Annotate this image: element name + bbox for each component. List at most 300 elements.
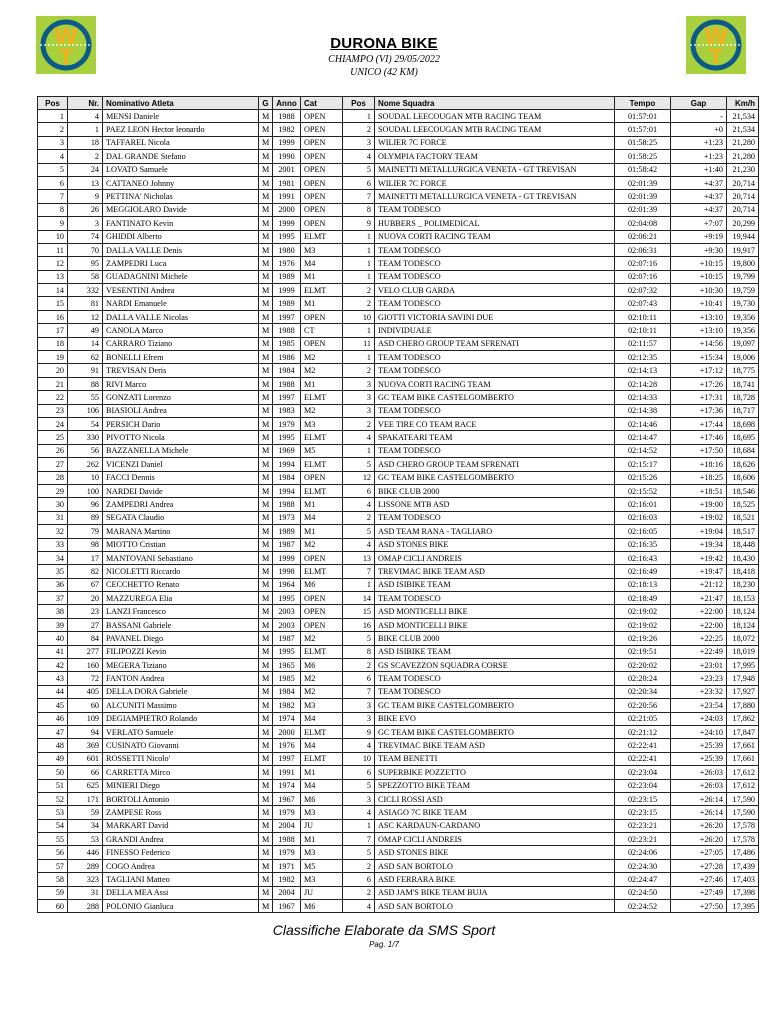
cell-gender: M <box>259 578 273 591</box>
cell-time: 02:15:52 <box>615 484 671 497</box>
cell-time: 02:16:03 <box>615 511 671 524</box>
cell-pos: 22 <box>38 391 68 404</box>
cell-speed: 18,626 <box>727 458 759 471</box>
cell-category-pos: 3 <box>343 792 375 805</box>
table-row <box>38 699 759 712</box>
cell-bib-number: 625 <box>68 779 103 792</box>
cell-gender: M <box>259 136 273 149</box>
cell-time: 02:18:49 <box>615 592 671 605</box>
cell-time: 02:20:02 <box>615 659 671 672</box>
cell-team-name: ASD FERRARA BIKE <box>375 873 615 886</box>
cell-category: OPEN <box>301 618 343 631</box>
cell-pos: 53 <box>38 806 68 819</box>
cell-bib-number: 601 <box>68 752 103 765</box>
table-row <box>38 364 759 377</box>
cell-gender: M <box>259 458 273 471</box>
cell-athlete-name: CATTANEO Johnny <box>103 176 259 189</box>
cell-category: OPEN <box>301 163 343 176</box>
cell-team-name: TEAM TODESCO <box>375 592 615 605</box>
cell-gap: +19:47 <box>671 565 727 578</box>
cell-category-pos: 10 <box>343 310 375 323</box>
cell-category: M3 <box>301 846 343 859</box>
cell-category-pos: 1 <box>343 243 375 256</box>
cell-speed: 19,356 <box>727 310 759 323</box>
cell-category-pos: 6 <box>343 766 375 779</box>
cell-team-name: ASD SAN BORTOLO <box>375 900 615 913</box>
cell-gap: +27:46 <box>671 873 727 886</box>
cell-gender: M <box>259 859 273 872</box>
cell-gap: +23:01 <box>671 659 727 672</box>
cell-birth-year: 1976 <box>273 739 301 752</box>
cell-gender: M <box>259 833 273 846</box>
cell-athlete-name: DAL GRANDE Stefano <box>103 150 259 163</box>
cell-bib-number: 56 <box>68 444 103 457</box>
cell-pos: 24 <box>38 417 68 430</box>
cell-gender: M <box>259 766 273 779</box>
table-row <box>38 806 759 819</box>
cell-speed: 21,230 <box>727 163 759 176</box>
cell-gap: +1:40 <box>671 163 727 176</box>
cell-birth-year: 1990 <box>273 150 301 163</box>
cell-category: ELMT <box>301 645 343 658</box>
cell-team-name: ASC KARDAUN-CARDANO <box>375 819 615 832</box>
cell-athlete-name: TREVISAN Deris <box>103 364 259 377</box>
cell-time: 02:07:16 <box>615 270 671 283</box>
cell-bib-number: 160 <box>68 659 103 672</box>
cell-team-name: LISSONE MTB ASD <box>375 498 615 511</box>
cell-time: 02:23:15 <box>615 792 671 805</box>
cell-speed: 17,661 <box>727 752 759 765</box>
cell-time: 02:18:13 <box>615 578 671 591</box>
cell-athlete-name: DALLA VALLE Nicolas <box>103 310 259 323</box>
table-row <box>38 846 759 859</box>
cell-team-name: INDIVIDUALE <box>375 324 615 337</box>
table-row <box>38 310 759 323</box>
cell-bib-number: 171 <box>68 792 103 805</box>
table-row <box>38 766 759 779</box>
cell-athlete-name: FINESSO Federico <box>103 846 259 859</box>
cell-athlete-name: GUADAGNINI Michele <box>103 270 259 283</box>
cell-category-pos: 8 <box>343 645 375 658</box>
table-row <box>38 511 759 524</box>
cell-bib-number: 9 <box>68 190 103 203</box>
cell-birth-year: 1997 <box>273 752 301 765</box>
cell-bib-number: 60 <box>68 699 103 712</box>
cell-gap: +22:25 <box>671 632 727 645</box>
table-row <box>38 632 759 645</box>
cell-speed: 17,486 <box>727 846 759 859</box>
cell-category-pos: 6 <box>343 672 375 685</box>
cell-time: 02:16:35 <box>615 538 671 551</box>
cell-gender: M <box>259 672 273 685</box>
cell-birth-year: 1988 <box>273 377 301 390</box>
cell-time: 01:58:42 <box>615 163 671 176</box>
col-header-speed: Km/h <box>727 97 759 110</box>
cell-pos: 21 <box>38 377 68 390</box>
col-header-gap: Gap <box>671 97 727 110</box>
table-row <box>38 819 759 832</box>
cell-gender: M <box>259 538 273 551</box>
cell-category: M4 <box>301 779 343 792</box>
cell-category: M3 <box>301 873 343 886</box>
cell-athlete-name: POLONIO Gianluca <box>103 900 259 913</box>
cell-gender: M <box>259 417 273 430</box>
cell-gap: +26:03 <box>671 766 727 779</box>
cell-gender: M <box>259 618 273 631</box>
cell-category: ELMT <box>301 458 343 471</box>
cell-athlete-name: CANOLA Marco <box>103 324 259 337</box>
cell-speed: 17,661 <box>727 739 759 752</box>
cell-gap: +10:15 <box>671 270 727 283</box>
svg-text:W: W <box>53 25 79 50</box>
cell-team-name: ASD TEAM RANA - TAGLIARO <box>375 525 615 538</box>
cell-team-name: TEAM TODESCO <box>375 270 615 283</box>
cell-team-name: TREVIMAC BIKE TEAM ASD <box>375 739 615 752</box>
cell-time: 02:16:01 <box>615 498 671 511</box>
cell-gap: +26:03 <box>671 779 727 792</box>
cell-pos: 3 <box>38 136 68 149</box>
cell-category-pos: 10 <box>343 752 375 765</box>
cell-speed: 17,927 <box>727 685 759 698</box>
cell-time: 02:19:02 <box>615 605 671 618</box>
footer-credit: Classifiche Elaborate da SMS Sport <box>272 922 496 938</box>
cell-gap: +22:49 <box>671 645 727 658</box>
cell-category: M5 <box>301 444 343 457</box>
cell-athlete-name: MANTOVANI Sebastiano <box>103 551 259 564</box>
table-row <box>38 270 759 283</box>
cell-birth-year: 2000 <box>273 203 301 216</box>
cell-category-pos: 4 <box>343 538 375 551</box>
cell-bib-number: 106 <box>68 404 103 417</box>
cell-team-name: SUPERBIKE POZZETTO <box>375 766 615 779</box>
cell-gender: M <box>259 364 273 377</box>
cell-gender: M <box>259 431 273 444</box>
cell-bib-number: 53 <box>68 833 103 846</box>
cell-speed: 18,728 <box>727 391 759 404</box>
cell-speed: 19,917 <box>727 243 759 256</box>
cell-category-pos: 5 <box>343 525 375 538</box>
table-row <box>38 578 759 591</box>
cell-bib-number: 74 <box>68 230 103 243</box>
table-row <box>38 685 759 698</box>
cell-athlete-name: BASSANI Gabriele <box>103 618 259 631</box>
cell-athlete-name: CECCHETTO Renato <box>103 578 259 591</box>
cell-gender: M <box>259 110 273 123</box>
cell-bib-number: 17 <box>68 551 103 564</box>
cell-gender: M <box>259 752 273 765</box>
cell-bib-number: 96 <box>68 498 103 511</box>
cell-category-pos: 2 <box>343 886 375 899</box>
cell-pos: 50 <box>38 766 68 779</box>
cell-speed: 18,546 <box>727 484 759 497</box>
cell-category-pos: 1 <box>343 257 375 270</box>
cell-gap: +24:03 <box>671 712 727 725</box>
cell-pos: 42 <box>38 659 68 672</box>
cell-birth-year: 1991 <box>273 190 301 203</box>
table-row <box>38 230 759 243</box>
table-row <box>38 471 759 484</box>
cell-athlete-name: PETTINA' Nicholas <box>103 190 259 203</box>
cell-time: 02:19:51 <box>615 645 671 658</box>
cell-gender: M <box>259 659 273 672</box>
cell-gender: M <box>259 712 273 725</box>
table-row <box>38 672 759 685</box>
cell-time: 02:22:41 <box>615 752 671 765</box>
cell-category-pos: 2 <box>343 284 375 297</box>
cell-team-name: BIKE CLUB 2000 <box>375 484 615 497</box>
cell-team-name: TEAM TODESCO <box>375 257 615 270</box>
cell-athlete-name: FANTINATO Kevin <box>103 217 259 230</box>
cell-bib-number: 84 <box>68 632 103 645</box>
cell-pos: 36 <box>38 578 68 591</box>
col-header-pos: Pos <box>38 97 68 110</box>
cell-birth-year: 1976 <box>273 257 301 270</box>
cell-category-pos: 3 <box>343 391 375 404</box>
cell-gap: +7:07 <box>671 217 727 230</box>
cell-athlete-name: RIVI Marco <box>103 377 259 390</box>
cell-team-name: ASD CHERO GROUP TEAM SFRENATI <box>375 458 615 471</box>
cell-team-name: ASIAGO 7C BIKE TEAM <box>375 806 615 819</box>
table-row <box>38 725 759 738</box>
cell-bib-number: 369 <box>68 739 103 752</box>
cell-time: 02:23:04 <box>615 779 671 792</box>
cell-team-name: MAINETTI METALLURGICA VENETA - GT TREVISAN <box>375 190 615 203</box>
cell-gender: M <box>259 873 273 886</box>
cell-time: 02:20:56 <box>615 699 671 712</box>
cell-gender: M <box>259 525 273 538</box>
cell-birth-year: 1964 <box>273 578 301 591</box>
cell-bib-number: 109 <box>68 712 103 725</box>
cell-athlete-name: GONZATI Lorenzo <box>103 391 259 404</box>
cell-speed: 18,430 <box>727 551 759 564</box>
cell-bib-number: 66 <box>68 766 103 779</box>
cell-category-pos: 5 <box>343 846 375 859</box>
cell-time: 02:01:39 <box>615 190 671 203</box>
cell-bib-number: 26 <box>68 203 103 216</box>
table-row <box>38 136 759 149</box>
cell-speed: 17,590 <box>727 792 759 805</box>
cell-bib-number: 95 <box>68 257 103 270</box>
cell-speed: 18,741 <box>727 377 759 390</box>
col-header-team: Nome Squadra <box>375 97 615 110</box>
cell-gap: +24:10 <box>671 725 727 738</box>
svg-text:T: T <box>59 45 73 69</box>
cell-speed: 17,395 <box>727 900 759 913</box>
cell-category-pos: 7 <box>343 190 375 203</box>
cell-category-pos: 1 <box>343 270 375 283</box>
cell-speed: 17,590 <box>727 806 759 819</box>
cell-team-name: SPEZZOTTO BIKE TEAM <box>375 779 615 792</box>
cell-category-pos: 3 <box>343 712 375 725</box>
cell-speed: 18,153 <box>727 592 759 605</box>
cell-category-pos: 4 <box>343 431 375 444</box>
cell-gender: M <box>259 217 273 230</box>
cell-birth-year: 1984 <box>273 685 301 698</box>
cell-category: OPEN <box>301 136 343 149</box>
cell-time: 02:10:11 <box>615 310 671 323</box>
cell-category-pos: 6 <box>343 484 375 497</box>
cell-gap: +26:14 <box>671 792 727 805</box>
cell-athlete-name: GRANDI Andrea <box>103 833 259 846</box>
cell-gap: +22:00 <box>671 605 727 618</box>
cell-team-name: ASD STONES BIKE <box>375 538 615 551</box>
cell-gender: M <box>259 190 273 203</box>
cell-birth-year: 2004 <box>273 886 301 899</box>
cell-category-pos: 16 <box>343 618 375 631</box>
cell-gap: +26:14 <box>671 806 727 819</box>
cell-category-pos: 13 <box>343 551 375 564</box>
cell-gender: M <box>259 203 273 216</box>
cell-team-name: VELO CLUB GARDA <box>375 284 615 297</box>
cell-category-pos: 6 <box>343 873 375 886</box>
cell-time: 02:14:47 <box>615 431 671 444</box>
cell-gap: +27:50 <box>671 900 727 913</box>
cell-category-pos: 4 <box>343 806 375 819</box>
cell-category: OPEN <box>301 190 343 203</box>
col-header-athlete: Nominativo Atleta <box>103 97 259 110</box>
cell-birth-year: 1974 <box>273 712 301 725</box>
table-row <box>38 203 759 216</box>
cell-athlete-name: CARRARO Tiziano <box>103 337 259 350</box>
cell-time: 02:04:08 <box>615 217 671 230</box>
cell-pos: 54 <box>38 819 68 832</box>
cell-bib-number: 3 <box>68 217 103 230</box>
event-title: DURONA BIKE <box>330 35 438 52</box>
cell-bib-number: 323 <box>68 873 103 886</box>
cell-bib-number: 55 <box>68 391 103 404</box>
cell-gap: +22:00 <box>671 618 727 631</box>
cell-time: 02:14:28 <box>615 377 671 390</box>
cell-birth-year: 1999 <box>273 217 301 230</box>
cell-category: M3 <box>301 417 343 430</box>
cell-time: 02:14:52 <box>615 444 671 457</box>
cell-pos: 60 <box>38 900 68 913</box>
cell-category-pos: 1 <box>343 230 375 243</box>
cell-bib-number: 20 <box>68 592 103 605</box>
cell-birth-year: 1998 <box>273 565 301 578</box>
cell-time: 02:14:38 <box>615 404 671 417</box>
cell-category: M1 <box>301 297 343 310</box>
cell-time: 02:21:05 <box>615 712 671 725</box>
cell-category-pos: 4 <box>343 498 375 511</box>
cell-gap: +19:04 <box>671 525 727 538</box>
cell-speed: 18,124 <box>727 605 759 618</box>
cell-gap: +18:25 <box>671 471 727 484</box>
cell-athlete-name: MARANA Martino <box>103 525 259 538</box>
cell-category: CT <box>301 324 343 337</box>
cell-gap: +17:31 <box>671 391 727 404</box>
cell-gap: +21:47 <box>671 592 727 605</box>
cell-category: M1 <box>301 377 343 390</box>
cell-category: ELMT <box>301 284 343 297</box>
cell-gender: M <box>259 444 273 457</box>
cell-pos: 41 <box>38 645 68 658</box>
cell-athlete-name: ALCUNITI Massimo <box>103 699 259 712</box>
cell-bib-number: 88 <box>68 377 103 390</box>
header-row <box>38 97 759 110</box>
cell-gap: +0 <box>671 123 727 136</box>
cell-gender: M <box>259 176 273 189</box>
table-row <box>38 217 759 230</box>
cell-category: M2 <box>301 685 343 698</box>
cell-gap: +19:42 <box>671 551 727 564</box>
cell-speed: 18,525 <box>727 498 759 511</box>
cell-category: M2 <box>301 351 343 364</box>
cell-category: JU <box>301 819 343 832</box>
cell-speed: 21,280 <box>727 136 759 149</box>
cell-athlete-name: TAFFAREL Nicola <box>103 136 259 149</box>
cell-gap: +1:23 <box>671 150 727 163</box>
cell-category-pos: 2 <box>343 297 375 310</box>
cell-team-name: GIOTTI VICTORIA SAVINI DUE <box>375 310 615 323</box>
cell-bib-number: 82 <box>68 565 103 578</box>
cell-category: OPEN <box>301 203 343 216</box>
cell-speed: 17,612 <box>727 766 759 779</box>
cell-category-pos: 1 <box>343 351 375 364</box>
table-row <box>38 659 759 672</box>
cell-team-name: SPAKATEARI TEAM <box>375 431 615 444</box>
cell-category: JU <box>301 886 343 899</box>
cell-category: OPEN <box>301 605 343 618</box>
cell-speed: 18,517 <box>727 525 759 538</box>
cell-category: M2 <box>301 404 343 417</box>
cell-speed: 17,880 <box>727 699 759 712</box>
cell-pos: 34 <box>38 551 68 564</box>
cell-pos: 20 <box>38 364 68 377</box>
cell-pos: 58 <box>38 873 68 886</box>
cell-athlete-name: BONELLI Efrem <box>103 351 259 364</box>
cell-category: M1 <box>301 270 343 283</box>
cell-gap: +15:34 <box>671 351 727 364</box>
cell-athlete-name: BAZZANELLA Michele <box>103 444 259 457</box>
cell-time: 02:14:13 <box>615 364 671 377</box>
cell-pos: 19 <box>38 351 68 364</box>
table-row <box>38 176 759 189</box>
table-row <box>38 859 759 872</box>
cell-team-name: SOUDAL LEECOUGAN MTB RACING TEAM <box>375 110 615 123</box>
cell-athlete-name: CUSINATO Giovanni <box>103 739 259 752</box>
cell-athlete-name: DALLA VALLE Denis <box>103 243 259 256</box>
cell-category-pos: 9 <box>343 217 375 230</box>
cell-category: M6 <box>301 578 343 591</box>
cell-athlete-name: DEGIAMPIETRO Rolando <box>103 712 259 725</box>
cell-birth-year: 1991 <box>273 766 301 779</box>
cell-team-name: OLYMPIA FACTORY TEAM <box>375 150 615 163</box>
cell-gender: M <box>259 592 273 605</box>
cell-category: OPEN <box>301 337 343 350</box>
cell-birth-year: 1974 <box>273 779 301 792</box>
cell-athlete-name: PIVOTTO Nicola <box>103 431 259 444</box>
cell-gap: +14:56 <box>671 337 727 350</box>
cell-gender: M <box>259 565 273 578</box>
cell-birth-year: 1979 <box>273 806 301 819</box>
cell-gap: +13:10 <box>671 324 727 337</box>
cell-category: M4 <box>301 739 343 752</box>
document-header <box>0 35 768 79</box>
cell-gap: +17:12 <box>671 364 727 377</box>
cell-bib-number: 262 <box>68 458 103 471</box>
cell-pos: 46 <box>38 712 68 725</box>
cell-athlete-name: ZAMPEDRI Luca <box>103 257 259 270</box>
cell-athlete-name: MEGGIOLARO Davide <box>103 203 259 216</box>
results-table <box>37 96 759 913</box>
cell-team-name: TEAM TODESCO <box>375 511 615 524</box>
cell-speed: 18,072 <box>727 632 759 645</box>
cell-category-pos: 2 <box>343 511 375 524</box>
cell-birth-year: 2001 <box>273 163 301 176</box>
table-row <box>38 257 759 270</box>
cell-athlete-name: MEGERA Tiziano <box>103 659 259 672</box>
